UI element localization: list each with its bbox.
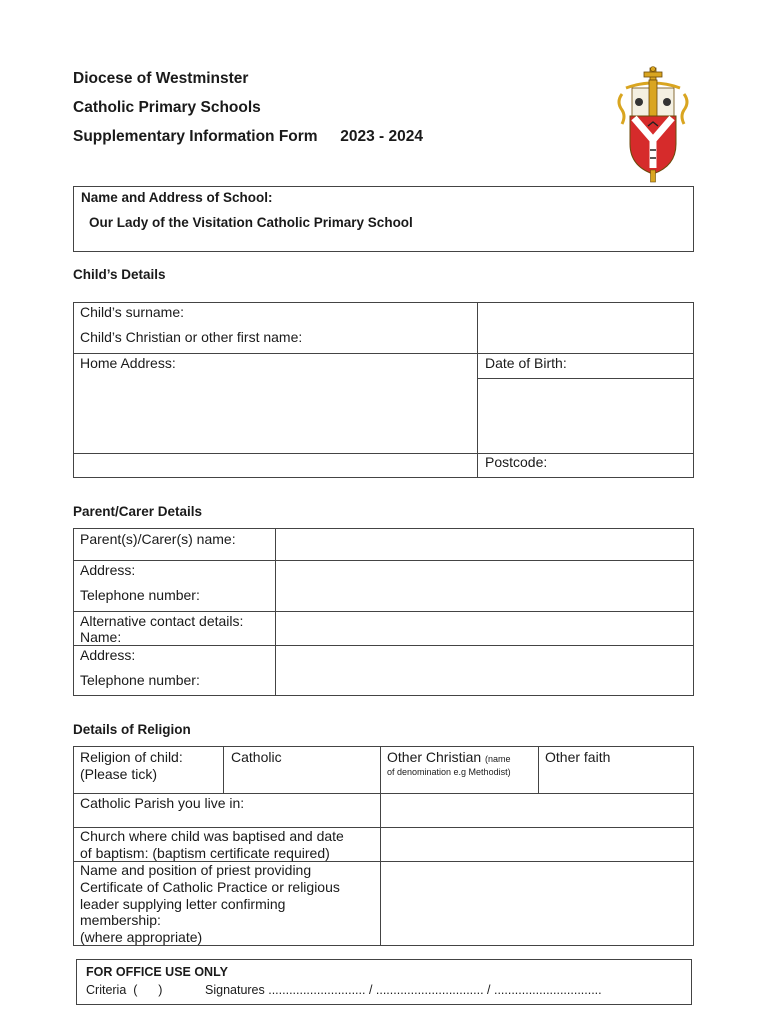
header-diocese: Diocese of Westminster [73,70,249,87]
church-label-line1: Church where child was baptised and date [80,828,344,844]
header-schools: Catholic Primary Schools [73,99,261,116]
priest-field[interactable] [381,862,693,945]
school-name: Our Lady of the Visitation Catholic Primary School [89,215,413,230]
school-label: Name and Address of School: [81,190,273,205]
other-christian-label: Other Christian [387,749,482,765]
parish-label: Catholic Parish you live in: [80,795,245,811]
form-year: 2023 - 2024 [340,128,423,145]
parent-section-title: Parent/Carer Details [73,504,203,519]
priest-label-line3: leader supplying letter confirming [80,896,286,912]
alt-contact-label: Alternative contact details: [80,613,244,629]
child-surname-label: Child’s surname: [80,304,185,320]
catholic-option[interactable]: Catholic [231,749,282,765]
church-label-line2: of baptism: (baptism certificate required) [80,845,330,861]
postcode-label: Postcode: [485,454,548,470]
parent-address-field[interactable] [276,561,693,610]
date-of-birth-label: Date of Birth: [485,355,567,371]
alt-name-label: Name: [80,629,122,645]
please-tick-label: (Please tick) [80,766,158,782]
alt-address-label: Address: [80,647,136,663]
child-first-name-label: Child’s Christian or other first name: [80,329,303,345]
alt-contact-field[interactable] [276,612,693,644]
date-of-birth-field[interactable] [478,379,693,452]
child-name-field[interactable] [478,303,693,352]
priest-label-line4: membership: [80,912,161,928]
home-address-label: Home Address: [80,355,176,371]
parent-name-label: Parent(s)/Carer(s) name: [80,531,236,547]
office-signatures: Signatures ............................ / ............................... / ............................... [205,983,602,997]
office-use-title: FOR OFFICE USE ONLY [86,965,228,979]
parent-telephone-label: Telephone number: [80,587,200,603]
alt-telephone-label: Telephone number: [80,672,200,688]
parish-field[interactable] [381,794,693,826]
priest-label-line2: Certificate of Catholic Practice or religious [80,879,340,895]
parent-name-field[interactable] [276,529,693,559]
other-faith-option[interactable]: Other faith [545,749,611,765]
priest-label-line1: Name and position of priest providing [80,862,312,878]
other-christian-option[interactable] [387,749,511,767]
baptism-church-field[interactable] [381,828,693,860]
parent-address-label: Address: [80,562,136,578]
other-christian-note-a: (name [485,754,511,764]
header-form-title [73,128,423,146]
home-address-field[interactable] [74,379,476,452]
priest-label-line5: (where appropriate) [80,929,203,945]
alt-address-field[interactable] [276,646,693,695]
office-criteria: Criteria ( ) [86,983,163,997]
religion-section-title: Details of Religion [73,722,191,737]
other-christian-note-b: of denomination e.g Methodist) [387,767,511,777]
diocese-crest-icon [612,66,694,184]
child-section-title: Child’s Details [73,267,166,282]
religion-of-child-label: Religion of child: [80,749,183,765]
form-title-text: Supplementary Information Form [73,128,318,145]
